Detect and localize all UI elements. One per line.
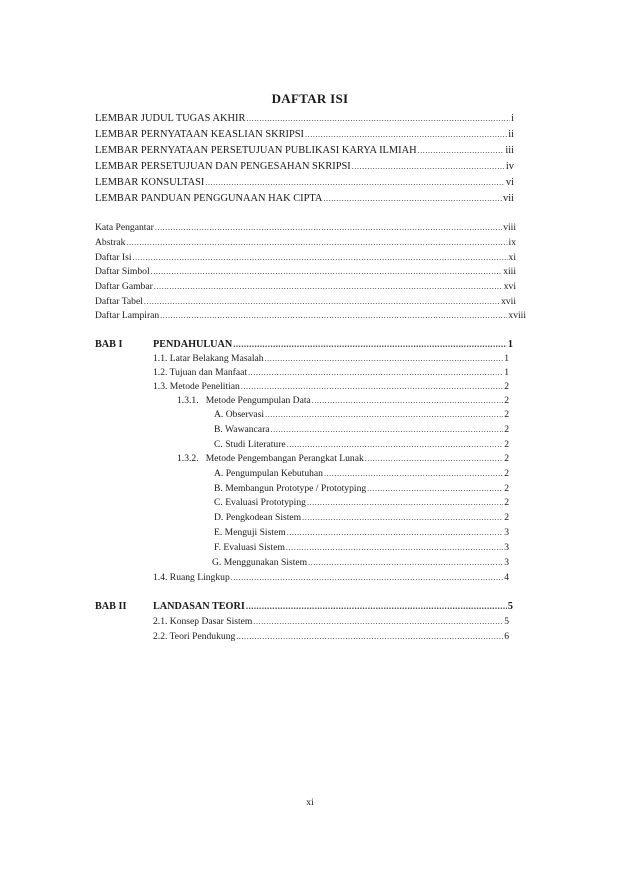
toc-page: iv (505, 161, 514, 172)
toc-label: 1.4. Ruang Lingkup (153, 572, 230, 583)
toc-page: ii (508, 129, 514, 140)
toc-label: LEMBAR KONSULTASI (95, 177, 205, 188)
toc-page: xviii (508, 310, 526, 321)
toc-page: 2 (504, 439, 509, 450)
toc-label: LEMBAR PERSETUJUAN DAN PENGESAHAN SKRIPSI (95, 161, 351, 172)
toc-page: 2 (504, 424, 509, 435)
toc-page: i (511, 113, 514, 124)
toc-row (153, 616, 509, 627)
toc-page: 5 (504, 616, 509, 627)
toc-row (177, 395, 509, 406)
toc-page: 2 (504, 381, 509, 392)
chapter-number: BAB II (95, 601, 127, 612)
toc-row (214, 527, 509, 538)
toc-page: xvi (503, 281, 516, 292)
toc-row (95, 296, 516, 307)
chapter-title: LANDASAN TEORI (153, 601, 245, 612)
toc-row (214, 439, 509, 450)
toc-page: 1 (504, 367, 509, 378)
toc-page: 2 (504, 512, 509, 523)
toc-page: xi (508, 252, 516, 263)
chapter-title: PENDAHULUAN (153, 339, 233, 350)
toc-page: 2 (504, 483, 509, 494)
toc-page: 4 (504, 572, 509, 583)
toc-page: 2 (504, 409, 509, 420)
toc-row (214, 512, 509, 523)
chapter-row (153, 601, 513, 612)
toc-page: iii (505, 145, 514, 156)
toc-page: xvii (501, 296, 516, 307)
toc-page: viii (503, 222, 516, 233)
toc-row (153, 572, 509, 583)
toc-label: E. Menguji Sistem (214, 527, 286, 538)
toc-page: 6 (504, 631, 509, 642)
toc-label: A. Observasi (214, 409, 265, 420)
toc-label: 1.3. Metode Penelitian (153, 381, 240, 392)
toc-page: vii (503, 193, 514, 204)
page-title: DAFTAR ISI (271, 91, 349, 106)
toc-row (214, 424, 509, 435)
toc-label: Abstrak (95, 237, 126, 248)
toc-row (153, 353, 509, 364)
toc-label: 1.3.1. Metode Pengumpulan Data (177, 395, 311, 406)
toc-label: 2.1. Konsep Dasar Sistem (153, 616, 253, 627)
toc-label: G. Menggunakan Sistem (212, 557, 308, 568)
toc-label: 1.3.2. Metode Pengembangan Perangkat Lunak (177, 453, 364, 464)
toc-row (153, 367, 509, 378)
toc-label: F. Evaluasi Sistem (214, 542, 285, 553)
toc-row (214, 483, 509, 494)
chapter-row (153, 339, 513, 350)
chapter-page: 1 (507, 339, 513, 350)
toc-row (95, 113, 514, 124)
toc-label: LEMBAR PERNYATAAN PERSETUJUAN PUBLIKASI KARYA ILMIAH (95, 145, 417, 156)
toc-row (214, 409, 509, 420)
toc-page: 2 (504, 468, 509, 479)
chapter-number: BAB I (95, 339, 123, 350)
toc-row (153, 631, 509, 642)
toc-label: B. Wawancara (214, 424, 270, 435)
toc-label: Daftar Isi (95, 252, 132, 263)
toc-label: B. Membangun Prototype / Prototyping (214, 483, 367, 494)
toc-page: vi (505, 177, 514, 188)
toc-label: LEMBAR JUDUL TUGAS AKHIR (95, 113, 246, 124)
toc-page: 2 (504, 497, 509, 508)
toc-label: A. Pengumpulan Kebutuhan (214, 468, 323, 479)
toc-row (214, 542, 509, 553)
toc-row (214, 468, 509, 479)
toc-label: 1.2. Tujuan dan Manfaat (153, 367, 248, 378)
toc-label: LEMBAR PERNYATAAN KEASLIAN SKRIPSI (95, 129, 305, 140)
toc-page: 1 (504, 353, 509, 364)
toc-page: xiii (503, 266, 516, 277)
toc-row (214, 497, 509, 508)
toc-row (95, 193, 514, 204)
toc-page: 2 (504, 395, 509, 406)
toc-label: 1.1. Latar Belakang Masalah (153, 353, 264, 364)
toc-label: Daftar Simbol (95, 266, 150, 277)
toc-row (95, 310, 526, 321)
toc-label: Daftar Tabel (95, 296, 143, 307)
toc-page: 3 (504, 527, 509, 538)
toc-row (95, 266, 516, 277)
toc-label: C. Evaluasi Prototyping (214, 497, 306, 508)
toc-row (95, 222, 516, 233)
toc-row (95, 129, 514, 140)
toc-page: 3 (504, 557, 509, 568)
toc-row (95, 252, 516, 263)
toc-row (95, 161, 514, 172)
toc-page: ix (508, 237, 516, 248)
toc-label: C. Studi Literature (214, 439, 286, 450)
chapter-page: 5 (507, 601, 513, 612)
toc-label: 2.2. Teori Pendukung (153, 631, 236, 642)
toc-row (212, 557, 509, 568)
toc-label: Daftar Lampiran (95, 310, 160, 321)
toc-row (153, 381, 509, 392)
toc-label: Kata Pengantar (95, 222, 154, 233)
toc-page: 2 (504, 453, 509, 464)
toc-row (177, 453, 509, 464)
toc-row (95, 281, 516, 292)
toc-label: LEMBAR PANDUAN PENGGUNAAN HAK CIPTA (95, 193, 323, 204)
toc-row (95, 145, 514, 156)
toc-label: D. Pengkodean Sistem (214, 512, 302, 523)
toc-page: 3 (504, 542, 509, 553)
footer-page-number: xi (306, 797, 314, 808)
toc-row (95, 177, 514, 188)
toc-label: Daftar Gambar (95, 281, 153, 292)
toc-row (95, 237, 516, 248)
